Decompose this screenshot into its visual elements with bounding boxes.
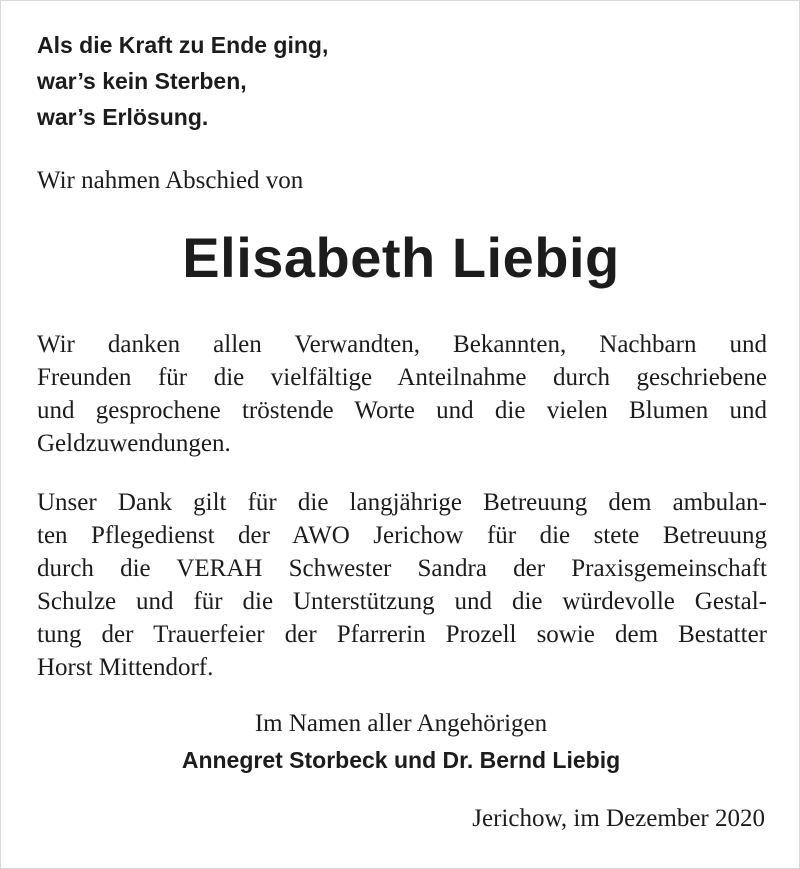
signatories: Annegret Storbeck und Dr. Bernd Liebig — [181, 747, 621, 773]
motto-verse — [37, 27, 328, 135]
closing-block — [1, 706, 800, 778]
paragraph-line: Horst Mittendorf. — [37, 654, 214, 681]
paragraph-line: und gesprochene tröstende Worte und die vielen Blumen und — [37, 397, 767, 424]
paragraph-line: Wir danken allen Verwandten, Bekannten, Nachbarn und — [37, 331, 767, 358]
thanks-paragraph — [37, 328, 767, 460]
paragraph-line: ten Pflegedienst der AWO Jerichow für die stete Betreuung — [37, 522, 767, 549]
paragraph-line: Unser Dank gilt für die langjährige Betreuung dem ambulan- — [37, 489, 767, 516]
paragraph-line: tung der Trauerfeier der Pfarrerin Prozell sowie dem Bestatter — [37, 621, 767, 648]
deceased-name: Elisabeth Liebig — [182, 226, 620, 289]
motto-line: Als die Kraft zu Ende ging, — [37, 32, 329, 58]
place-and-date: Jerichow, im Dezember 2020 — [472, 805, 765, 832]
paragraph-line: Freunden für die vielfältige Anteilnahme durch geschriebene — [37, 364, 767, 391]
on-behalf-line: Im Namen aller Angehörigen — [254, 710, 548, 737]
motto-line: war’s Erlösung. — [37, 104, 209, 130]
paragraph-line: durch die VERAH Schwester Sandra der Praxisgemeinschaft — [37, 555, 767, 582]
farewell-intro: Wir nahmen Abschied von — [37, 167, 304, 194]
motto-line: war’s kein Sterben, — [37, 68, 247, 94]
care-thanks-paragraph — [37, 486, 767, 684]
paragraph-line: Geldzuwendungen. — [37, 430, 231, 457]
paragraph-line: Schulze und für die Unterstützung und die würdevolle Gestal- — [37, 588, 767, 615]
